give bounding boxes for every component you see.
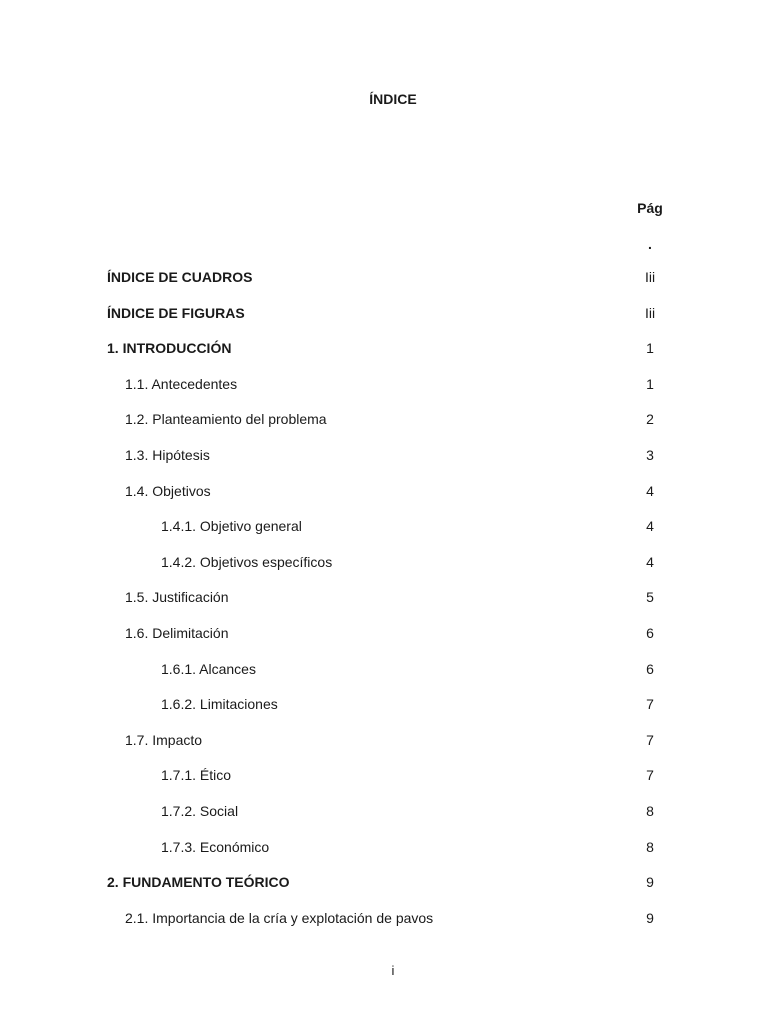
toc-entry	[0, 839, 768, 875]
toc-entry-page-number: 7	[646, 696, 654, 713]
toc-entry-page-number: 9	[646, 909, 654, 926]
toc-entry-title: 1.7.2. Social	[161, 802, 239, 819]
toc-entry-page-number: 2	[646, 411, 654, 428]
toc-entry	[0, 483, 768, 519]
toc-entry-page-number: 6	[646, 660, 654, 677]
toc-entry-title: ÍNDICE DE FIGURAS	[107, 304, 245, 321]
toc-entry-title: 1.4.2. Objetivos específicos	[161, 553, 333, 570]
toc-entry-title: 1.7.3. Económico	[161, 838, 270, 855]
toc-entry-title: 1.6.2. Limitaciones	[161, 696, 278, 713]
toc-entry-page-number: 6	[646, 624, 654, 641]
toc-entry-page-number: 8	[646, 838, 654, 855]
toc-entry-page-number: 8	[646, 802, 654, 819]
toc-entry-title: 1.1. Antecedentes	[125, 375, 238, 392]
toc-entry-page-number: 1	[646, 375, 654, 392]
toc-entry	[0, 589, 768, 625]
toc-entry-title: 1.4.1. Objetivo general	[161, 518, 302, 535]
toc-entry	[0, 625, 768, 661]
page-column-header: Pág	[637, 200, 663, 216]
toc-entry-page-number: Iii	[644, 304, 656, 321]
toc-entry-title: 1.5. Justificación	[125, 589, 229, 606]
toc-entry	[0, 910, 768, 946]
toc-entry	[0, 305, 768, 341]
toc-entry-page-number: 7	[646, 767, 654, 784]
toc-entry	[0, 518, 768, 554]
toc-entry-title: 2.1. Importancia de la cría y explotación de pavos	[125, 909, 434, 926]
toc-entry-title: ÍNDICE DE CUADROS	[107, 269, 253, 285]
toc-entry-page-number: 3	[646, 446, 654, 463]
toc-entry	[0, 340, 768, 376]
toc-entry	[0, 767, 768, 803]
toc-entry-page-number: 7	[646, 731, 654, 748]
toc-entry	[0, 269, 768, 305]
toc-entry-title: 1. INTRODUCCIÓN	[107, 340, 232, 357]
toc-entry-page-number: 5	[646, 589, 654, 606]
toc-entry	[0, 661, 768, 697]
toc-entry	[0, 554, 768, 590]
toc-entry-title: 1.6. Delimitación	[125, 624, 229, 641]
toc-entry-title: 1.7.1. Ético	[161, 767, 232, 784]
toc-entry-title: 1.4. Objetivos	[125, 482, 211, 499]
toc-entry	[0, 874, 768, 910]
document-title: ÍNDICE	[369, 91, 417, 107]
toc-entry-title: 1.2. Planteamiento del problema	[125, 411, 327, 428]
page-column-header-dot: .	[648, 236, 652, 252]
toc-entry-page-number: 4	[646, 553, 654, 570]
toc-entry	[0, 447, 768, 483]
table-of-contents	[0, 269, 768, 945]
toc-entry-title: 1.7. Impacto	[125, 731, 203, 748]
footer-page-number: i	[391, 963, 395, 978]
toc-entry-title: 2. FUNDAMENTO TEÓRICO	[107, 874, 290, 891]
toc-entry-title: 1.6.1. Alcances	[161, 660, 256, 677]
toc-entry-page-number: 1	[646, 340, 654, 357]
toc-entry-page-number: 9	[646, 874, 654, 891]
toc-entry-title: 1.3. Hipótesis	[125, 446, 210, 463]
toc-entry	[0, 732, 768, 768]
toc-entry	[0, 376, 768, 412]
toc-entry-page-number: Iii	[644, 269, 656, 285]
toc-entry	[0, 411, 768, 447]
toc-entry	[0, 803, 768, 839]
toc-entry-page-number: 4	[646, 518, 654, 535]
toc-entry	[0, 696, 768, 732]
toc-entry-page-number: 4	[646, 482, 654, 499]
